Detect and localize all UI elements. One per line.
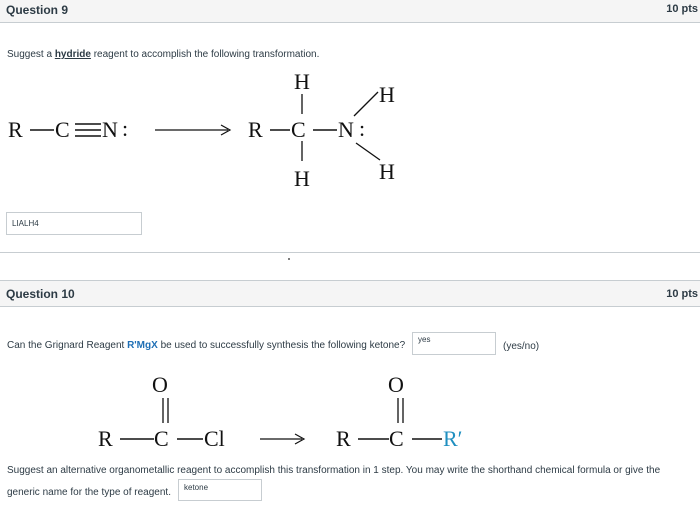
product-lone-pair: : — [359, 116, 366, 141]
product-n: N — [338, 117, 354, 142]
ketone-r-prime: R′ — [443, 426, 463, 451]
reactant-r: R — [8, 117, 23, 142]
bond-n-h-lower — [356, 143, 380, 160]
product-c: C — [291, 117, 306, 142]
question-10-prompt: Can the Grignard Reagent R'MgX be used to successfully synthesis the following ketone? — [7, 340, 406, 351]
stray-dot — [288, 258, 290, 260]
product-h-bottom: H — [294, 166, 310, 191]
acyl-o: O — [152, 372, 168, 397]
bond-n-h-upper — [354, 92, 378, 116]
ketone-c: C — [389, 426, 404, 451]
acyl-c: C — [154, 426, 169, 451]
question-10-answer-input[interactable] — [412, 332, 496, 355]
question-9-answer-input[interactable] — [6, 212, 142, 235]
q9-reaction-scheme — [0, 62, 420, 197]
question-10-header — [0, 280, 700, 307]
product-h-upper-right: H — [379, 82, 395, 107]
question-9-title: Question 9 — [6, 3, 69, 17]
followup-answer-input[interactable] — [178, 479, 262, 501]
reactant-n: N — [102, 117, 118, 142]
yes-no-hint: (yes/no) — [503, 341, 540, 352]
question-9-divider — [0, 252, 700, 253]
reactant-lone-pair: : — [122, 116, 129, 141]
q10-reaction-scheme — [90, 368, 590, 458]
question-9-points: 10 pts — [666, 3, 698, 15]
followup-prompt-line-1: Suggest an alternative organometallic reagent to accomplish this transformation in 1 step. You may write the shorthand chemical formula or give the — [7, 465, 661, 476]
acyl-cl: Cl — [204, 426, 225, 451]
acyl-r: R — [98, 426, 113, 451]
ketone-r: R — [336, 426, 351, 451]
grignard-reagent-formula: R'MgX — [127, 340, 158, 351]
product-h-top: H — [294, 69, 310, 94]
question-10-points: 10 pts — [666, 288, 698, 300]
product-h-lower-right: H — [379, 159, 395, 184]
question-10-title: Question 10 — [6, 287, 75, 301]
ketone-o: O — [388, 372, 404, 397]
followup-prompt-line-2: generic name for the type of reagent. — [7, 487, 171, 498]
product-r: R — [248, 117, 263, 142]
reactant-c: C — [55, 117, 70, 142]
question-9-prompt: Suggest a hydride reagent to accomplish the following transformation. — [7, 49, 320, 60]
hydride-keyword: hydride — [54, 49, 91, 60]
question-9-header — [0, 0, 700, 23]
